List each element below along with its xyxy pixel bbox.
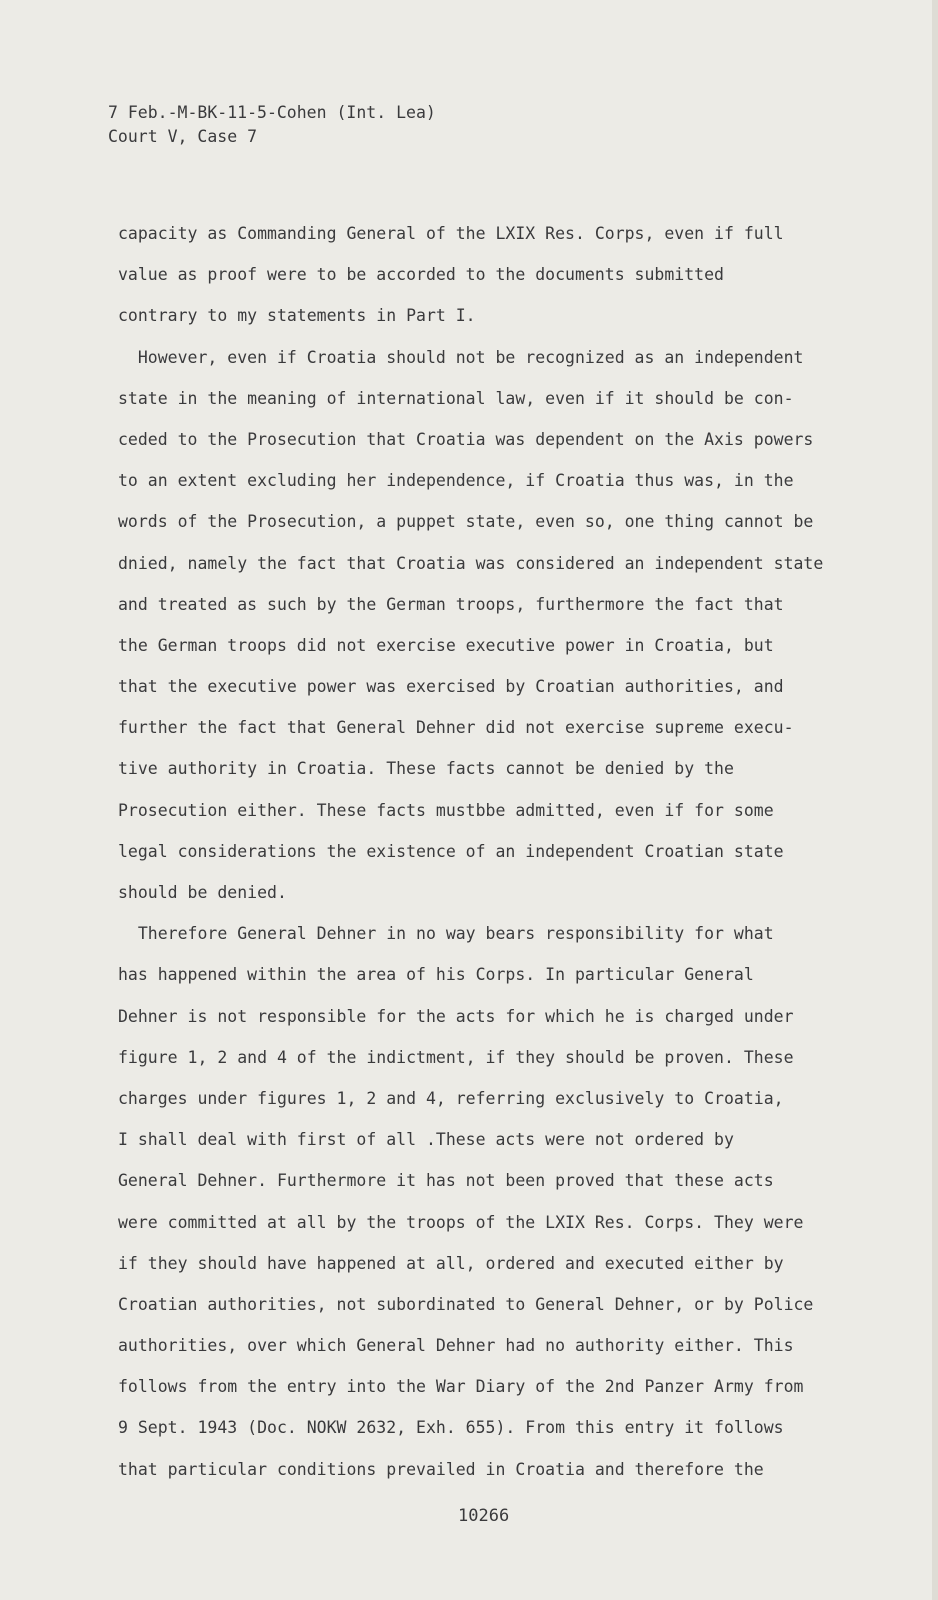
body-line: Dehner is not responsible for the acts for which he is charged under (118, 1006, 794, 1026)
body-line: dnied, namely the fact that Croatia was considered an independent state (118, 553, 824, 573)
body-line: words of the Prosecution, a puppet state, even so, one thing cannot be (118, 512, 814, 532)
body-line: legal considerations the existence of an independent Croatian state (118, 841, 784, 861)
document-body (118, 222, 848, 1499)
body-line: if they should have happened at all, ordered and executed either by (118, 1253, 784, 1273)
body-line: General Dehner. Furthermore it has not been proved that these acts (118, 1171, 774, 1191)
body-line: further the fact that General Dehner did not exercise supreme execu- (118, 718, 794, 738)
body-line: contrary to my statements in Part I. (118, 306, 476, 326)
body-line: and treated as such by the German troops, furthermore the fact that (118, 594, 784, 614)
body-line: the German troops did not exercise executive power in Croatia, but (118, 635, 774, 655)
body-line: Therefore General Dehner in no way bears responsibility for what (118, 924, 774, 944)
body-line: I shall deal with first of all .These acts were not ordered by (118, 1130, 734, 1150)
body-line: Prosecution either. These facts mustbbe admitted, even if for some (118, 800, 774, 820)
body-line: However, even if Croatia should not be recognized as an independent (118, 347, 804, 367)
body-line: figure 1, 2 and 4 of the indictment, if they should be proven. These (118, 1047, 794, 1067)
document-header (108, 101, 436, 149)
body-line: Croatian authorities, not subordinated to General Dehner, or by Police (118, 1294, 814, 1314)
body-line: follows from the entry into the War Diary of the 2nd Panzer Army from (118, 1377, 804, 1397)
header-reference-line: 7 Feb.-M-BK-11-5-Cohen (Int. Lea) (108, 103, 436, 122)
body-line: charges under figures 1, 2 and 4, referring exclusively to Croatia, (118, 1088, 784, 1108)
body-line: value as proof were to be accorded to the documents submitted (118, 265, 724, 285)
body-line: should be denied. (118, 883, 287, 902)
body-line: 9 Sept. 1943 (Doc. NOKW 2632, Exh. 655). From this entry it follows (118, 1418, 784, 1438)
body-line: that particular conditions prevailed in Croatia and therefore the (118, 1459, 764, 1479)
body-line: state in the meaning of international law, even if it should be con- (118, 388, 794, 408)
body-line: capacity as Commanding General of the LXIX Res. Corps, even if full (118, 224, 784, 243)
paper-edge (932, 0, 938, 1600)
body-line: that the executive power was exercised by Croatian authorities, and (118, 677, 784, 697)
body-line: ceded to the Prosecution that Croatia was dependent on the Axis powers (118, 429, 814, 449)
page-number: 10266 (458, 1506, 510, 1526)
header-court-line: Court V, Case 7 (108, 127, 258, 146)
body-line: were committed at all by the troops of the LXIX Res. Corps. They were (118, 1212, 804, 1232)
body-line: authorities, over which General Dehner had no authority either. This (118, 1336, 794, 1356)
body-line: tive authority in Croatia. These facts cannot be denied by the (118, 759, 734, 779)
body-line: has happened within the area of his Corps. In particular General (118, 965, 754, 985)
body-line: to an extent excluding her independence, if Croatia thus was, in the (118, 471, 794, 491)
